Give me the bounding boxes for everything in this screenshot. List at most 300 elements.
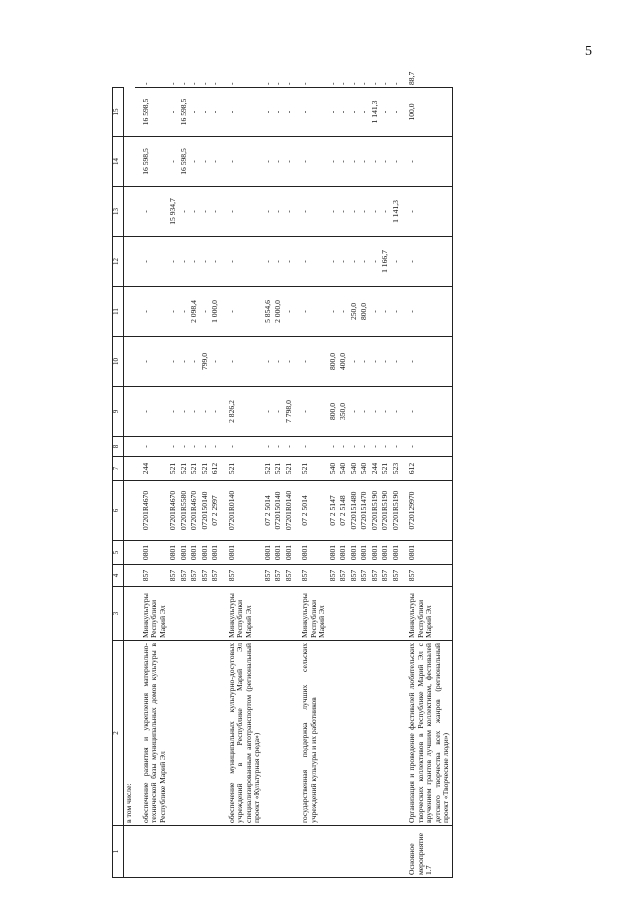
cell-value: - <box>273 88 284 137</box>
cell-event-number <box>189 826 200 878</box>
cell-value: - <box>391 387 402 437</box>
table-row: 857 0801 07201R5190 244 - - - - - - - 1 141,3 - <box>370 88 381 878</box>
cell-value: 15 934,7 <box>168 187 179 237</box>
cell-value: 521 <box>179 457 190 481</box>
cell-event-number <box>263 826 274 878</box>
cell-value: 07201R0140 <box>284 481 295 541</box>
cell-value: - <box>210 187 221 237</box>
cell-value: 857 <box>179 565 190 587</box>
cell-value: - <box>227 187 263 237</box>
cell-executor <box>391 587 402 641</box>
cell-event-number <box>210 826 221 878</box>
table-row: государственная поддержка лучших сельских учреждений культуры и их работников Минкультуры Республики Марий Эл 857 0801 07 2 5014 521 - - - - - - - - - <box>300 88 328 878</box>
cell-value: 0801 <box>349 541 360 565</box>
cell-value: - <box>227 88 263 137</box>
cell-value: 857 <box>200 565 211 587</box>
cell-event-name: в том числе: <box>124 641 135 826</box>
cell-value: 0801 <box>273 541 284 565</box>
cell-value: 16 598,5 <box>141 137 169 187</box>
column-header-10: 10 <box>113 337 124 387</box>
cell-value: - <box>200 387 211 437</box>
cell-value <box>124 437 135 457</box>
cell-value <box>124 565 135 587</box>
cell-value: - <box>200 237 211 287</box>
cell-value: 2 000,0 <box>273 287 284 337</box>
cell-value: - <box>263 237 274 287</box>
cell-value: - <box>300 137 328 187</box>
cell-value: 857 <box>349 565 360 587</box>
cell-value: 0720151470 <box>359 481 370 541</box>
cell-value: - <box>300 88 328 137</box>
cell-value: - <box>338 287 349 337</box>
cell-executor <box>359 587 370 641</box>
cell-value: - <box>141 237 169 287</box>
cell-value: 799,0 <box>200 337 211 387</box>
cell-value: 0801 <box>168 541 179 565</box>
cell-value: - <box>300 287 328 337</box>
cell-event-name <box>380 641 391 826</box>
cell-value: - <box>273 387 284 437</box>
cell-executor: Минкультуры Республики Марий Эл <box>141 587 169 641</box>
cell-event-name <box>391 641 402 826</box>
cell-value: - <box>407 437 452 457</box>
cell-value: - <box>263 187 274 237</box>
column-header-13: 13 <box>113 187 124 237</box>
cell-event-number <box>349 826 360 878</box>
cell-executor <box>168 587 179 641</box>
cell-executor <box>349 587 360 641</box>
cell-value: - <box>168 237 179 287</box>
column-header-1: 1 <box>113 826 124 878</box>
table-row: 857 0801 07201R4670 521 - - - - - 15 934,7 - - - <box>168 88 179 878</box>
cell-value: - <box>263 88 274 137</box>
cell-value: 521 <box>200 457 211 481</box>
cell-executor <box>284 587 295 641</box>
cell-value: 857 <box>338 565 349 587</box>
cell-event-name <box>273 641 284 826</box>
cell-value: - <box>380 337 391 387</box>
cell-value: - <box>407 387 452 437</box>
cell-value: - <box>359 337 370 387</box>
cell-executor <box>124 587 135 641</box>
cell-value: 16 598,5 <box>179 88 190 137</box>
cell-executor: Минкультуры Республики Марий Эл <box>300 587 328 641</box>
cell-value: - <box>263 437 274 457</box>
page-number: 5 <box>585 44 592 59</box>
cell-value <box>124 541 135 565</box>
cell-value: - <box>370 437 381 457</box>
budget-table <box>112 71 453 878</box>
cell-value: - <box>273 137 284 187</box>
cell-event-number <box>141 826 169 878</box>
cell-value: 521 <box>168 457 179 481</box>
cell-value: - <box>370 287 381 337</box>
rotated-table-page <box>112 71 614 878</box>
cell-executor <box>328 587 339 641</box>
cell-value: - <box>200 88 211 137</box>
cell-event-name: государственная поддержка лучших сельских учреждений культуры и их работников <box>300 641 328 826</box>
cell-value: - <box>370 137 381 187</box>
table-row: 857 0801 07 2 5148 540 - 350,0 400,0 - - - - - - <box>338 88 349 878</box>
column-header-8: 8 <box>113 437 124 457</box>
cell-value: 07201R5190 <box>370 481 381 541</box>
table-row: 857 0801 0720150140 521 - - 799,0 - - - - - - <box>200 88 211 878</box>
cell-value: 0801 <box>391 541 402 565</box>
cell-value: - <box>200 287 211 337</box>
cell-value: - <box>189 137 200 187</box>
cell-value: 857 <box>273 565 284 587</box>
cell-value: - <box>168 437 179 457</box>
cell-event-name <box>179 641 190 826</box>
cell-value: - <box>284 437 295 457</box>
cell-value: 16 598,5 <box>141 88 169 137</box>
cell-value: - <box>391 88 402 137</box>
cell-value: - <box>359 237 370 287</box>
cell-value: - <box>391 337 402 387</box>
cell-value: 07201R4670 <box>189 481 200 541</box>
cell-executor <box>273 587 284 641</box>
cell-value: - <box>284 137 295 187</box>
cell-value: 5 854,6 <box>263 287 274 337</box>
cell-value: 857 <box>359 565 370 587</box>
cell-value: 857 <box>210 565 221 587</box>
cell-value: - <box>380 387 391 437</box>
cell-value: 540 <box>349 457 360 481</box>
cell-value: - <box>210 387 221 437</box>
cell-event-name <box>359 641 370 826</box>
cell-value: 0801 <box>380 541 391 565</box>
cell-value <box>124 481 135 541</box>
cell-event-name <box>189 641 200 826</box>
cell-executor <box>263 587 274 641</box>
cell-value: 0801 <box>179 541 190 565</box>
cell-value: - <box>141 437 169 457</box>
cell-value: 07 2 2997 <box>210 481 221 541</box>
cell-executor: Минкультуры Республики Марий Эл <box>227 587 263 641</box>
cell-value: 857 <box>380 565 391 587</box>
cell-value: 521 <box>284 457 295 481</box>
cell-event-name <box>200 641 211 826</box>
table-row: 857 0801 07201R5190 521 - - - - 1 166,7 - - - - <box>380 88 391 878</box>
cell-event-name <box>349 641 360 826</box>
cell-value: 800,0 <box>328 387 339 437</box>
cell-executor <box>338 587 349 641</box>
cell-event-number <box>179 826 190 878</box>
cell-value: - <box>328 187 339 237</box>
cell-value: 07201R4670 <box>168 481 179 541</box>
cell-value <box>124 187 135 237</box>
cell-value: - <box>338 137 349 187</box>
cell-value: - <box>179 287 190 337</box>
cell-value: 350,0 <box>338 387 349 437</box>
cell-value: - <box>179 337 190 387</box>
cell-value: - <box>300 187 328 237</box>
cell-event-name <box>284 641 295 826</box>
cell-event-number <box>300 826 328 878</box>
cell-value: 0801 <box>210 541 221 565</box>
cell-executor <box>380 587 391 641</box>
cell-value: 857 <box>263 565 274 587</box>
cell-value: - <box>370 387 381 437</box>
cell-value: 0801 <box>263 541 274 565</box>
cell-value: - <box>300 437 328 457</box>
cell-value: - <box>263 137 274 187</box>
cell-executor <box>370 587 381 641</box>
cell-value: 07 2 5147 <box>328 481 339 541</box>
cell-value: - <box>300 387 328 437</box>
cell-value: - <box>380 437 391 457</box>
cell-value: - <box>210 88 221 137</box>
cell-value: 857 <box>300 565 328 587</box>
cell-value: 0801 <box>359 541 370 565</box>
column-header-14: 14 <box>113 137 124 187</box>
cell-value: 400,0 <box>338 337 349 387</box>
cell-value: - <box>141 187 169 237</box>
cell-value: 612 <box>407 457 452 481</box>
cell-value: - <box>141 387 169 437</box>
cell-value: - <box>391 237 402 287</box>
cell-value: - <box>210 437 221 457</box>
table-row: 857 0801 07 2 5147 540 - 800,0 800,0 - - - - - - <box>328 88 339 878</box>
cell-value: - <box>300 237 328 287</box>
column-header-9: 9 <box>113 387 124 437</box>
column-header-2: 2 <box>113 641 124 826</box>
cell-value: - <box>407 187 452 237</box>
cell-value: 521 <box>263 457 274 481</box>
cell-event-name <box>263 641 274 826</box>
cell-event-number <box>273 826 284 878</box>
column-header-5: 5 <box>113 541 124 565</box>
cell-event-name: обеспечение развития и укрепления материально-технической базы муниципальных домов культуры в Республике Марий Эл <box>141 641 169 826</box>
table-row: 857 0801 07 2 2997 612 - - - 1 000,0 - - - - - <box>210 88 221 878</box>
cell-value: 523 <box>391 457 402 481</box>
cell-value: 250,0 <box>349 287 360 337</box>
cell-executor <box>189 587 200 641</box>
cell-value: - <box>407 337 452 387</box>
cell-value: 07201R5190 <box>391 481 402 541</box>
cell-value: - <box>284 337 295 387</box>
cell-value: 2 826,2 <box>227 387 263 437</box>
cell-event-number <box>284 826 295 878</box>
column-header-6: 6 <box>113 481 124 541</box>
cell-event-name <box>370 641 381 826</box>
cell-value: 857 <box>189 565 200 587</box>
cell-value: 857 <box>141 565 169 587</box>
cell-value: - <box>273 437 284 457</box>
cell-value: - <box>141 287 169 337</box>
cell-event-number <box>124 826 135 878</box>
cell-value: - <box>338 187 349 237</box>
cell-value: - <box>168 337 179 387</box>
cell-value: - <box>300 337 328 387</box>
cell-value: 0801 <box>300 541 328 565</box>
cell-value: - <box>189 437 200 457</box>
cell-executor <box>179 587 190 641</box>
cell-value: - <box>263 387 274 437</box>
cell-value: - <box>391 437 402 457</box>
cell-value: - <box>200 437 211 457</box>
cell-value: - <box>210 137 221 187</box>
cell-executor <box>210 587 221 641</box>
cell-value: 857 <box>227 565 263 587</box>
table-row: Основное мероприятие 1.7 Организация и проведение фестивалей любительских творческих коллективов в Республике Марий Эл с вручением грантов лучшим коллективам, фестивалей детского творчества всех жанров (региональный проект «Творческие люди») Минкультуры Республики Марий Эл 857 0801 0720129970 612 - - - - - - - 100,0 88,7 <box>407 88 452 878</box>
cell-value: - <box>227 287 263 337</box>
cell-value: 16 598,5 <box>179 137 190 187</box>
table-row: 857 0801 07201R5580 521 - - - - - - 16 598,5 16 598,5 - <box>179 88 190 878</box>
table-row <box>124 88 135 878</box>
cell-value: - <box>328 287 339 337</box>
cell-value: - <box>168 137 179 187</box>
cell-value <box>124 237 135 287</box>
table-row: 857 0801 0720151470 540 - - - 800,0 - - - - - <box>359 88 370 878</box>
cell-value: - <box>359 137 370 187</box>
table-row: обеспечение муниципальных культурно-досуговых учреждений в Республике Марий Эл специализированным автотранспортом (региональный проект «Культурная среда») Минкультуры Республики Марий Эл 857 0801 07201R0140 521 - 2 826,2 - - - - - - - <box>227 88 263 878</box>
cell-value: - <box>200 137 211 187</box>
table-row: 857 0801 0720150140 521 - - - 2 000,0 - - - - - <box>273 88 284 878</box>
cell-value: 521 <box>227 457 263 481</box>
cell-value: - <box>370 237 381 287</box>
cell-value <box>124 287 135 337</box>
cell-value: 07 2 5148 <box>338 481 349 541</box>
cell-value: - <box>168 287 179 337</box>
cell-value: - <box>227 237 263 287</box>
cell-value: 07 2 5014 <box>300 481 328 541</box>
cell-event-name: обеспечение муниципальных культурно-досуговых учреждений в Республике Марий Эл специализированным автотранспортом (региональный проект «Культурная среда») <box>227 641 263 826</box>
cell-value: - <box>189 187 200 237</box>
cell-value: - <box>380 88 391 137</box>
cell-value: 0720150140 <box>273 481 284 541</box>
cell-value: 0801 <box>338 541 349 565</box>
cell-value: 0801 <box>141 541 169 565</box>
cell-value: 857 <box>370 565 381 587</box>
cell-value: - <box>349 137 360 187</box>
cell-value: - <box>273 187 284 237</box>
cell-value: - <box>168 387 179 437</box>
cell-value: 0720151480 <box>349 481 360 541</box>
cell-value <box>124 337 135 387</box>
cell-value: 7 798,0 <box>284 387 295 437</box>
cell-value: - <box>338 88 349 137</box>
cell-value: - <box>349 387 360 437</box>
cell-value: - <box>273 237 284 287</box>
cell-value: 1 141,3 <box>370 88 381 137</box>
cell-value: 857 <box>391 565 402 587</box>
cell-value: - <box>227 137 263 187</box>
cell-value: - <box>227 337 263 387</box>
cell-value: 0801 <box>227 541 263 565</box>
cell-value: 0801 <box>284 541 295 565</box>
cell-value: - <box>189 88 200 137</box>
cell-value: - <box>284 88 295 137</box>
cell-value: 0801 <box>370 541 381 565</box>
cell-value: 07 2 5014 <box>263 481 274 541</box>
cell-value: - <box>349 187 360 237</box>
cell-event-number <box>338 826 349 878</box>
cell-value: 521 <box>300 457 328 481</box>
cell-value: 244 <box>370 457 381 481</box>
table-body <box>124 71 453 878</box>
cell-value: 857 <box>407 565 452 587</box>
cell-event-name <box>328 641 339 826</box>
cell-value: - <box>349 237 360 287</box>
cell-value: - <box>407 137 452 187</box>
cell-value: - <box>359 437 370 457</box>
cell-event-number <box>391 826 402 878</box>
cell-value: - <box>359 187 370 237</box>
cell-value: 857 <box>168 565 179 587</box>
cell-event-number <box>328 826 339 878</box>
cell-value: 540 <box>359 457 370 481</box>
cell-event-number <box>227 826 263 878</box>
column-header-4: 4 <box>113 565 124 587</box>
cell-value: 07201R5190 <box>380 481 391 541</box>
cell-value: - <box>370 187 381 237</box>
cell-value <box>124 387 135 437</box>
cell-value: - <box>179 237 190 287</box>
cell-value: - <box>284 187 295 237</box>
cell-value: - <box>370 337 381 387</box>
cell-value: - <box>328 237 339 287</box>
cell-value: 07201R4670 <box>141 481 169 541</box>
cell-event-name: Организация и проведение фестивалей любительских творческих коллективов в Республике Марий Эл с вручением грантов лучшим коллективам, фестивалей детского творчества всех жанров (региональный проект «Творческие люди») <box>407 641 452 826</box>
cell-value: - <box>407 287 452 337</box>
cell-value: - <box>359 88 370 137</box>
cell-value: - <box>179 187 190 237</box>
cell-value: 1 166,7 <box>380 237 391 287</box>
cell-value: - <box>210 337 221 387</box>
cell-value: - <box>273 337 284 387</box>
cell-value: - <box>189 387 200 437</box>
cell-value: 857 <box>284 565 295 587</box>
cell-value <box>124 137 135 187</box>
cell-value: 800,0 <box>328 337 339 387</box>
cell-value: - <box>210 237 221 287</box>
table-row: 857 0801 07201R0140 521 - 7 798,0 - - - - - - - <box>284 88 295 878</box>
cell-value: 2 098,4 <box>189 287 200 337</box>
cell-value: 521 <box>380 457 391 481</box>
cell-value: 521 <box>189 457 200 481</box>
table-row: обеспечение развития и укрепления материально-технической базы муниципальных домов культуры в Республике Марий Эл Минкультуры Республики Марий Эл 857 0801 07201R4670 244 - - - - - - 16 598,5 16 598,5 - <box>141 88 169 878</box>
cell-value: 612 <box>210 457 221 481</box>
table-row: 857 0801 07 2 5014 521 - - - 5 854,6 - - - - - <box>263 88 274 878</box>
cell-value: - <box>407 237 452 287</box>
cell-value: 07201R5580 <box>179 481 190 541</box>
cell-value: 07201R0140 <box>227 481 263 541</box>
cell-value: 244 <box>141 457 169 481</box>
cell-value: 0801 <box>189 541 200 565</box>
header-row <box>113 88 124 878</box>
cell-value: - <box>380 187 391 237</box>
cell-value: - <box>338 437 349 457</box>
cell-value: - <box>263 337 274 387</box>
cell-value: - <box>227 437 263 457</box>
column-header-11: 11 <box>113 287 124 337</box>
cell-value: - <box>179 437 190 457</box>
cell-value: - <box>168 88 179 137</box>
cell-value: - <box>349 437 360 457</box>
cell-value: - <box>380 287 391 337</box>
cell-value: 0720150140 <box>200 481 211 541</box>
cell-value: 540 <box>328 457 339 481</box>
cell-value: 100,0 <box>407 88 452 137</box>
cell-event-name <box>168 641 179 826</box>
cell-value: - <box>391 137 402 187</box>
cell-value: - <box>284 287 295 337</box>
cell-event-number <box>380 826 391 878</box>
cell-value: 521 <box>273 457 284 481</box>
cell-value: 540 <box>338 457 349 481</box>
cell-event-number <box>168 826 179 878</box>
